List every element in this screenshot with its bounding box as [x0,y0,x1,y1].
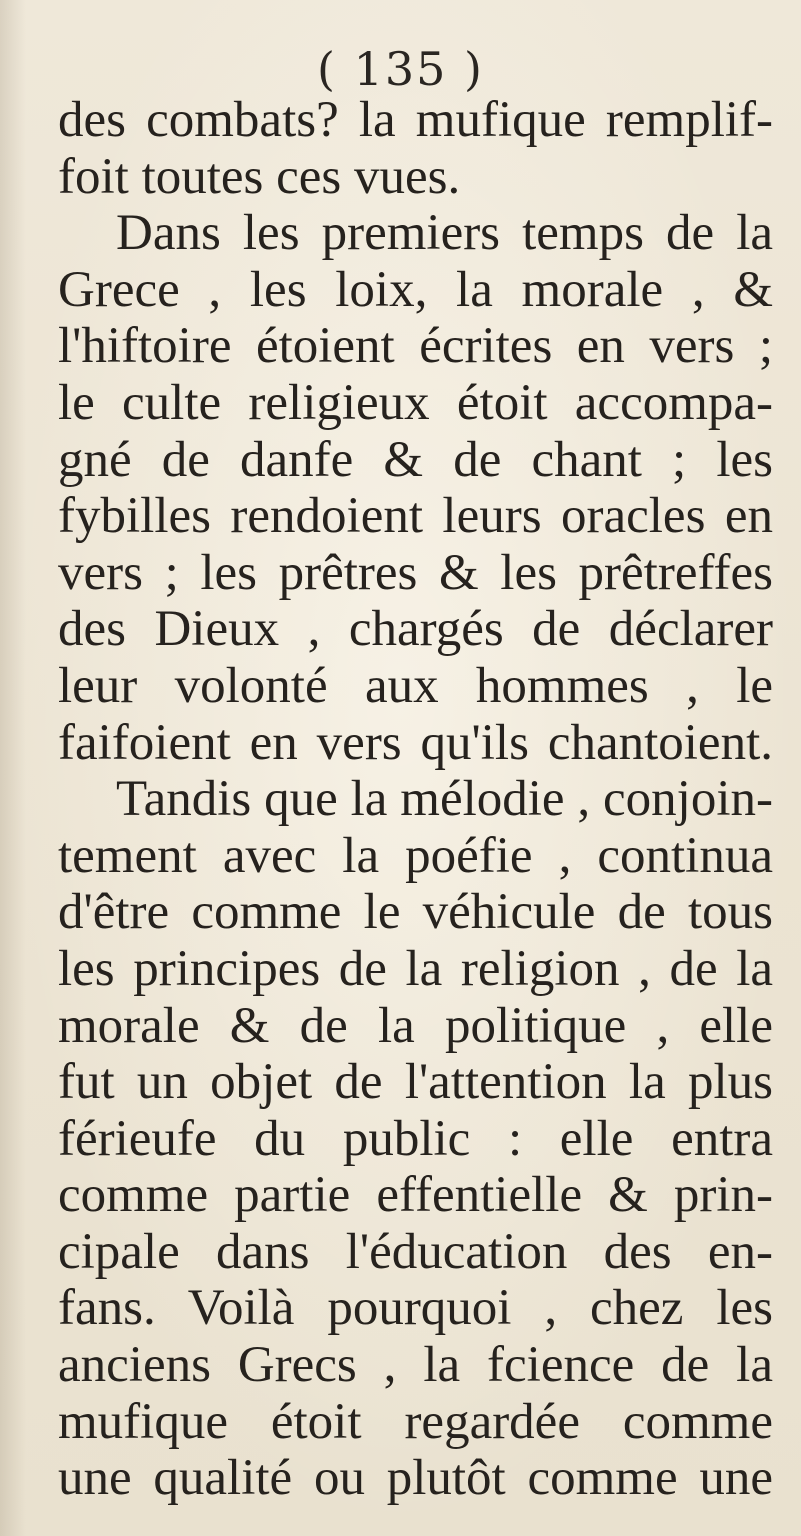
text-line: anciens Grecs , la fcience de la [58,1337,773,1394]
text-line: morale & de la politique , elle [58,997,773,1054]
text-line: fut un objet de l'attention la plus [58,1054,773,1111]
text-line: foit toutes ces vues. [58,148,461,205]
text-line: comme partie effentielle & prin- [58,1167,773,1224]
text-line: Grece , les loix, la morale , & [58,261,773,318]
text-line: fans. Voilà pourquoi , chez les [58,1280,773,1337]
text-line: des Dieux , chargés de déclarer [58,601,773,658]
body-text [58,92,773,1507]
page-edge-shadow [0,0,26,1536]
text-line: d'être comme le véhicule de tous [58,884,773,941]
text-line: l'hiftoire étoient écrites en vers ; [58,318,773,375]
text-line: vers ; les prêtres & les prêtreffes [58,544,773,601]
text-line: le culte religieux étoit accompa- [58,374,773,431]
text-line: des combats? la mufique remplif- [58,92,773,148]
text-line: leur volonté aux hommes , le [58,657,773,714]
text-line: mufique étoit regardée comme [58,1393,773,1450]
text-line: faifoient en vers qu'ils chantoient. [58,714,773,771]
text-line: gné de danfe & de chant ; les [58,431,773,488]
text-line: Tandis que la mélodie , conjoin- [116,771,773,828]
text-line: Dans les premiers temps de la [116,205,773,262]
page-number: ( 135 ) [317,42,484,96]
text-line: une qualité ou plutôt comme une [58,1450,773,1507]
text-line: férieufe du public : elle entra [58,1110,773,1167]
text-line: fybilles rendoient leurs oracles en [58,488,773,545]
text-line: les principes de la religion , de la [58,940,773,997]
text-line: tement avec la poéfie , continua [58,827,773,884]
text-line: cipale dans l'éducation des en- [58,1223,773,1280]
